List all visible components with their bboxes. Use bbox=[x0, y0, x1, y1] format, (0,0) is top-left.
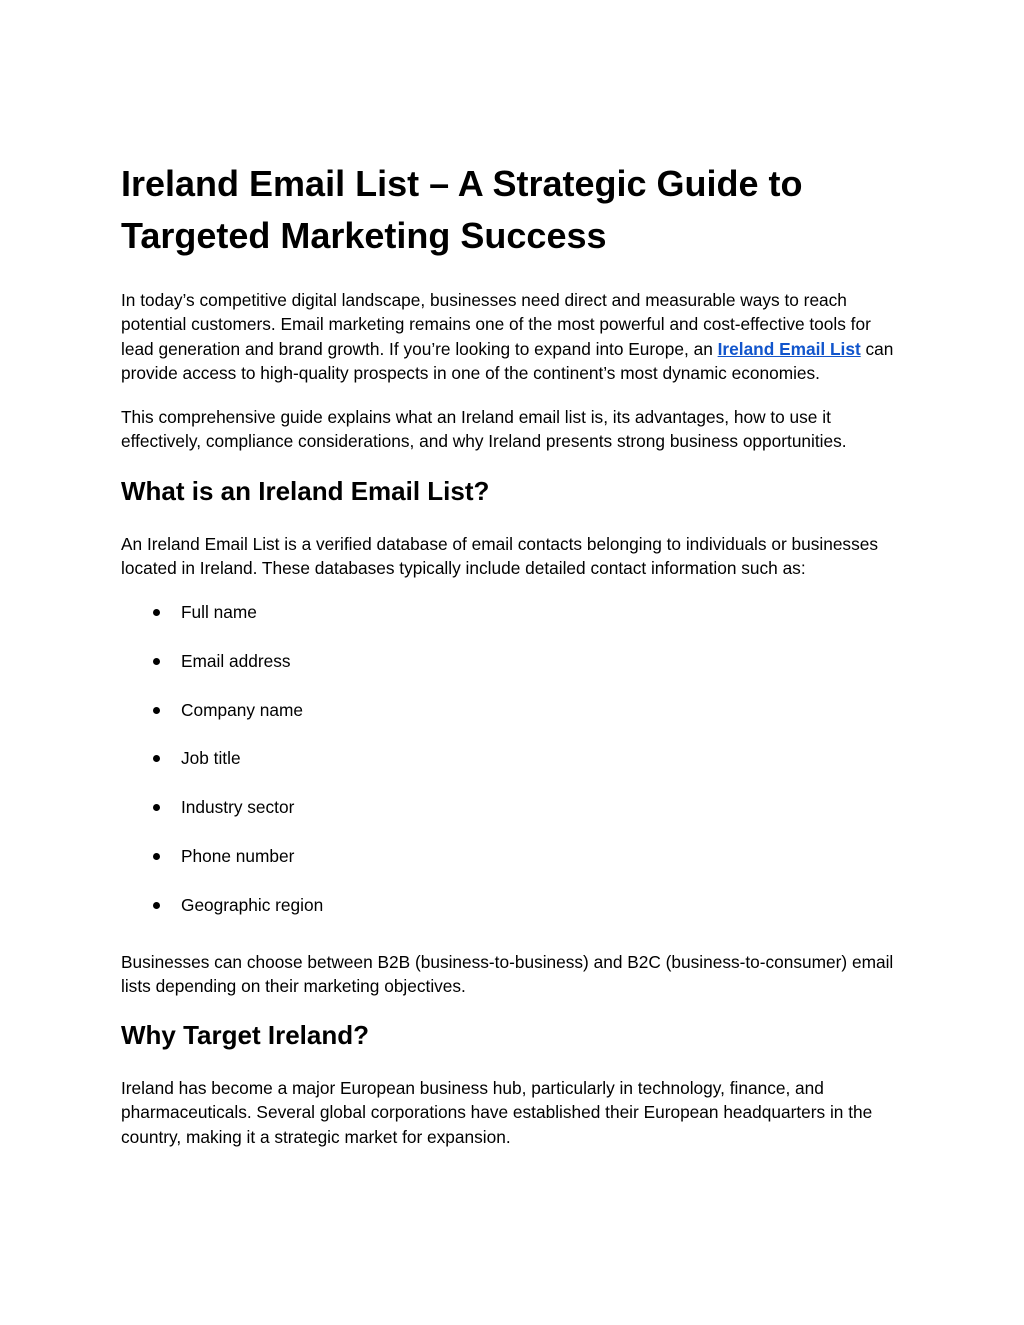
list-item bbox=[121, 844, 906, 868]
list-item bbox=[121, 600, 906, 624]
section-heading-what-is: What is an Ireland Email List? bbox=[121, 475, 490, 506]
section-what-is-closing: Businesses can choose between B2B (business-to-business) and B2C (business-to-consumer) email lists depending on their marketing objectives. bbox=[121, 951, 894, 996]
list-item-label: Email address bbox=[181, 651, 291, 672]
list-item bbox=[121, 698, 906, 722]
list-item-label: Company name bbox=[181, 699, 303, 720]
bullet-icon bbox=[153, 658, 160, 665]
overview-paragraph: This comprehensive guide explains what an Ireland email list is, its advantages, how to use it effectively, compliance considerations, and why Ireland presents strong business opportunities. bbox=[121, 407, 847, 452]
list-item-label: Full name bbox=[181, 602, 257, 623]
list-item bbox=[121, 795, 906, 819]
list-item-label: Geographic region bbox=[181, 894, 324, 915]
bullet-icon bbox=[153, 609, 160, 616]
intro-text-after-link: can provide access to high-quality prospects in one of the continent’s most dynamic economies. bbox=[121, 338, 894, 383]
bullet-icon bbox=[153, 804, 160, 811]
section-what-is-body: An Ireland Email List is a verified database of email contacts belonging to individuals or businesses located in Ireland. These databases typically include detailed contact information such as: bbox=[121, 533, 878, 579]
list-item bbox=[121, 893, 906, 917]
list-item bbox=[121, 649, 906, 673]
list-item-label: Industry sector bbox=[181, 797, 295, 818]
bullet-icon bbox=[153, 707, 160, 714]
document-page bbox=[121, 158, 906, 1169]
page-title: Ireland Email List – A Strategic Guide to Targeted Marketing Success bbox=[121, 163, 803, 256]
section-heading-why-ireland: Why Target Ireland? bbox=[121, 1020, 369, 1051]
bullet-icon bbox=[153, 902, 160, 909]
contact-fields-list bbox=[121, 600, 906, 916]
intro-text-before-link: In today’s competitive digital landscape, businesses need direct and measurable ways to reach potential customers. Email marketing remains one of the most powerful and cost-effective tools for lead generation and brand growth. If you’re looking to expand into Europe, an bbox=[121, 290, 871, 359]
list-item-label: Job title bbox=[181, 748, 241, 769]
list-item bbox=[121, 746, 906, 770]
list-item-label: Phone number bbox=[181, 845, 295, 866]
bullet-icon bbox=[153, 853, 160, 860]
bullet-icon bbox=[153, 755, 160, 762]
intro-paragraph bbox=[121, 288, 906, 385]
ireland-email-list-link[interactable]: Ireland Email List bbox=[717, 338, 861, 359]
section-why-ireland-body: Ireland has become a major European business hub, particularly in technology, finance, and pharmaceuticals. Several global corporations have established their European headquarters in the country, making it a strategic market for expansion. bbox=[121, 1078, 873, 1147]
